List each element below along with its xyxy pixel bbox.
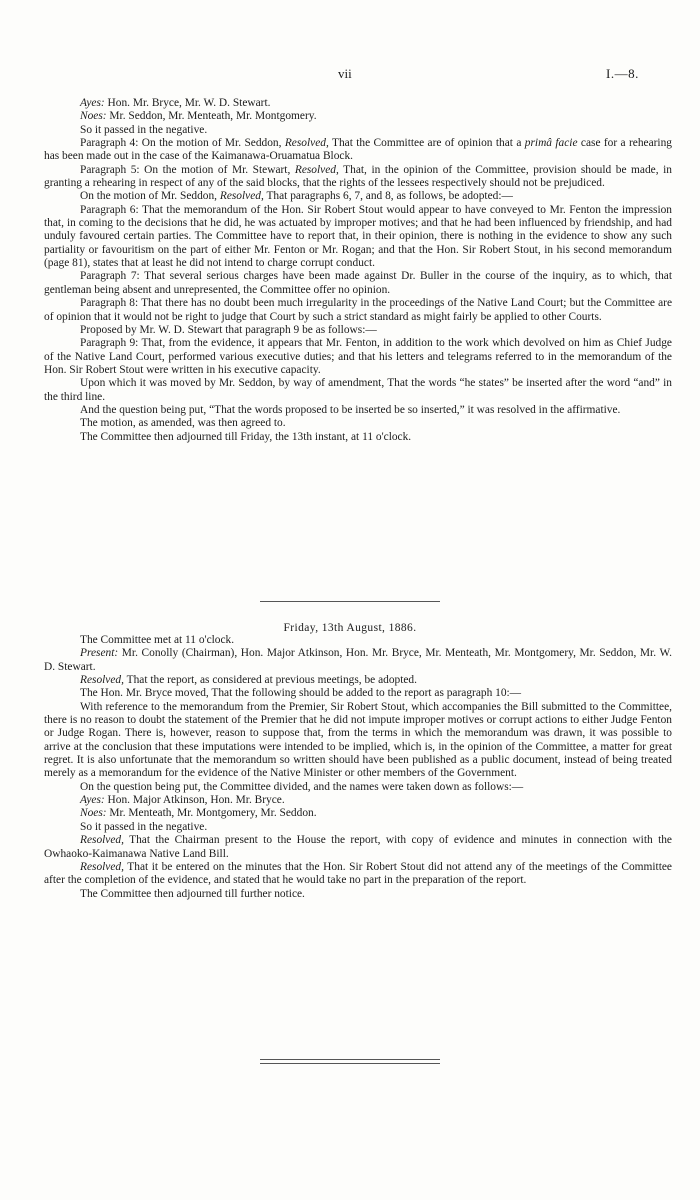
sheet-reference: I.—8. <box>606 66 639 81</box>
adjournment-1: The Committee then adjourned till Friday, the 13th instant, at 11 o'clock. <box>80 430 412 443</box>
p4-text-a: Paragraph 4: On the motion of Mr. Seddon, <box>80 137 285 150</box>
end-rule <box>260 1063 440 1064</box>
proposed-stewart: Proposed by Mr. W. D. Stewart that paragraph 9 be as follows:— <box>80 323 377 336</box>
p5-resolved: Resolved, <box>294 163 339 176</box>
p4-text-c: case for a rehearing has been made out in the case of the Kaimanawa-Oruamatua Block. <box>44 137 672 163</box>
motion-seddon <box>44 190 672 203</box>
resolution-stout <box>44 861 672 888</box>
noes-names: Mr. Menteath, Mr. Montgomery, Mr. Seddon. <box>106 807 317 820</box>
meeting-date-heading: Friday, 13th August, 1886. <box>283 622 417 634</box>
noes-label: Noes: <box>80 807 107 820</box>
end-rule <box>260 1059 440 1060</box>
p5-text-b: That, in the opinion of the Committee, provision should be made, in granting a rehearing in respect of any of the said blocks, that the rights of the lessees respectively should not be prejudiced. <box>44 163 672 190</box>
noes-line <box>44 807 672 820</box>
present-line <box>44 647 672 674</box>
resolved-label: Resolved, <box>80 674 124 687</box>
resolved-text: That it be entered on the minutes that the Hon. Sir Robert Stout did not attend any of the meetings of the Committee after the completion of the evidence, and stated that he would take no part in the preparation of the report. <box>44 860 672 887</box>
resolution-chairman <box>44 834 672 861</box>
paragraph-4 <box>44 137 672 164</box>
adjournment-2: The Committee then adjourned till further notice. <box>80 887 305 900</box>
present-label: Present: <box>80 647 119 660</box>
ayes-names: Hon. Mr. Bryce, Mr. W. D. Stewart. <box>104 97 271 109</box>
p4-resolved: Resolved, <box>284 137 329 150</box>
resolved-label: Resolved, <box>80 834 124 847</box>
ayes-names: Hon. Major Atkinson, Hon. Mr. Bryce. <box>104 794 285 807</box>
ayes-label: Ayes: <box>80 794 105 807</box>
amendment-seddon: Upon which it was moved by Mr. Seddon, by way of amendment, That the words “he states” be inserted after the word “and” in the third line. <box>44 377 672 403</box>
noes-names: Mr. Seddon, Mr. Menteath, Mr. Montgomery. <box>106 110 317 123</box>
paragraph-5 <box>44 164 672 191</box>
ayes-line <box>44 97 672 110</box>
minutes-section-1 <box>44 97 672 444</box>
paragraph-9: Paragraph 9: That, from the evidence, it appears that Mr. Fenton, in addition to the work which devolved on him as Chief Judge of the Native Land Court, performed various executive duties; and that his letters and telegrams referred to in the memorandum of the Hon. Sir Robert Stout were written in his executive capacity. <box>44 337 672 376</box>
ayes-label: Ayes: <box>80 97 105 109</box>
division: On the question being put, the Committee divided, and the names were taken down as follows:— <box>80 780 524 793</box>
paragraph-7: Paragraph 7: That several serious charges have been made against Dr. Buller in the course of the inquiry, as to which, that gentleman being absent and unrepresented, the Committee offer no opinion. <box>44 270 672 296</box>
motion-resolved: Resolved, <box>219 190 264 203</box>
negative-result: So it passed in the negative. <box>80 820 208 833</box>
p4-prima-facie: primâ facie <box>524 137 578 150</box>
motion-agreed: The motion, as amended, was then agreed to. <box>80 417 286 430</box>
motion-text-b: That paragraphs 6, 7, and 8, as follows, be adopted:— <box>263 190 513 203</box>
question-put: And the question being put, “That the words proposed to be inserted be so inserted,” it was resolved in the affirmative. <box>80 403 621 416</box>
motion-text-a: On the motion of Mr. Seddon, <box>80 190 220 203</box>
noes-label: Noes: <box>80 110 107 123</box>
noes-line <box>44 110 672 123</box>
resolution-report-adopted <box>44 674 672 687</box>
resolved-text: That the Chairman present to the House the report, with copy of evidence and minutes in connection with the Owhaoko-Kaimanawa Native Land Bill. <box>44 834 672 860</box>
resolved-text: That the report, as considered at previous meetings, be adopted. <box>123 674 417 687</box>
resolved-label: Resolved, <box>80 860 124 873</box>
section-divider <box>260 601 440 602</box>
p4-text-b: That the Committee are of opinion that a <box>328 137 525 150</box>
committee-met: The Committee met at 11 o'clock. <box>80 634 235 646</box>
paragraph-6: Paragraph 6: That the memorandum of the Hon. Sir Robert Stout would appear to have conveyed to Mr. Fenton the impression that, in coming to the decisions that he did, he was actuated by improper motives; and that he had been influenced by friendship, and had unduly favoured certain parties. The Committee have to report that, in their opinion, there is nothing in the evidence to show any such partiality or favouritism on the part of either Mr. Fenton or Mr. Rogan; and that the Hon. Sir Robert Stout, in his second memorandum (page 81), states that at least he did not intend to charge corrupt conduct. <box>44 203 672 270</box>
memorandum-paragraph: With reference to the memorandum from the Premier, Sir Robert Stout, which accompanies the Bill submitted to the Committee, there is no reason to doubt the statement of the Premier that he did not impute improper motives or corrupt actions to either Judge Fenton or Judge Rogan. There is, however, reason to suppose that, from the terms in which the memorandum was drawn, it was possible to arrive at the conclusion that these imputations were intended to be implied, which is, in the opinion of the Committee, a matter for great regret. It is also unfortunate that the memorandum so written should have been published as a public document, instead of being treated merely as a memorandum for the evidence of the Native Minister or other members of the Government. <box>44 700 672 780</box>
page-number: vii <box>338 66 352 81</box>
bryce-motion: The Hon. Mr. Bryce moved, That the following should be added to the report as paragraph 10:— <box>80 687 522 700</box>
paragraph-8: Paragraph 8: That there has no doubt been much irregularity in the proceedings of the Native Land Court; but the Committee are of opinion that it would not be right to judge that Court by such a strict standard as might fairly be applied to other Courts. <box>44 297 672 323</box>
minutes-section-2 <box>44 634 672 901</box>
ayes-line <box>44 794 672 807</box>
negative-result: So it passed in the negative. <box>80 123 208 136</box>
present-names: Mr. Conolly (Chairman), Hon. Major Atkinson, Hon. Mr. Bryce, Mr. Menteath, Mr. Montgomery, Mr. Seddon, Mr. W. D. Stewart. <box>44 647 672 673</box>
p5-text-a: Paragraph 5: On the motion of Mr. Stewart, <box>80 163 295 176</box>
